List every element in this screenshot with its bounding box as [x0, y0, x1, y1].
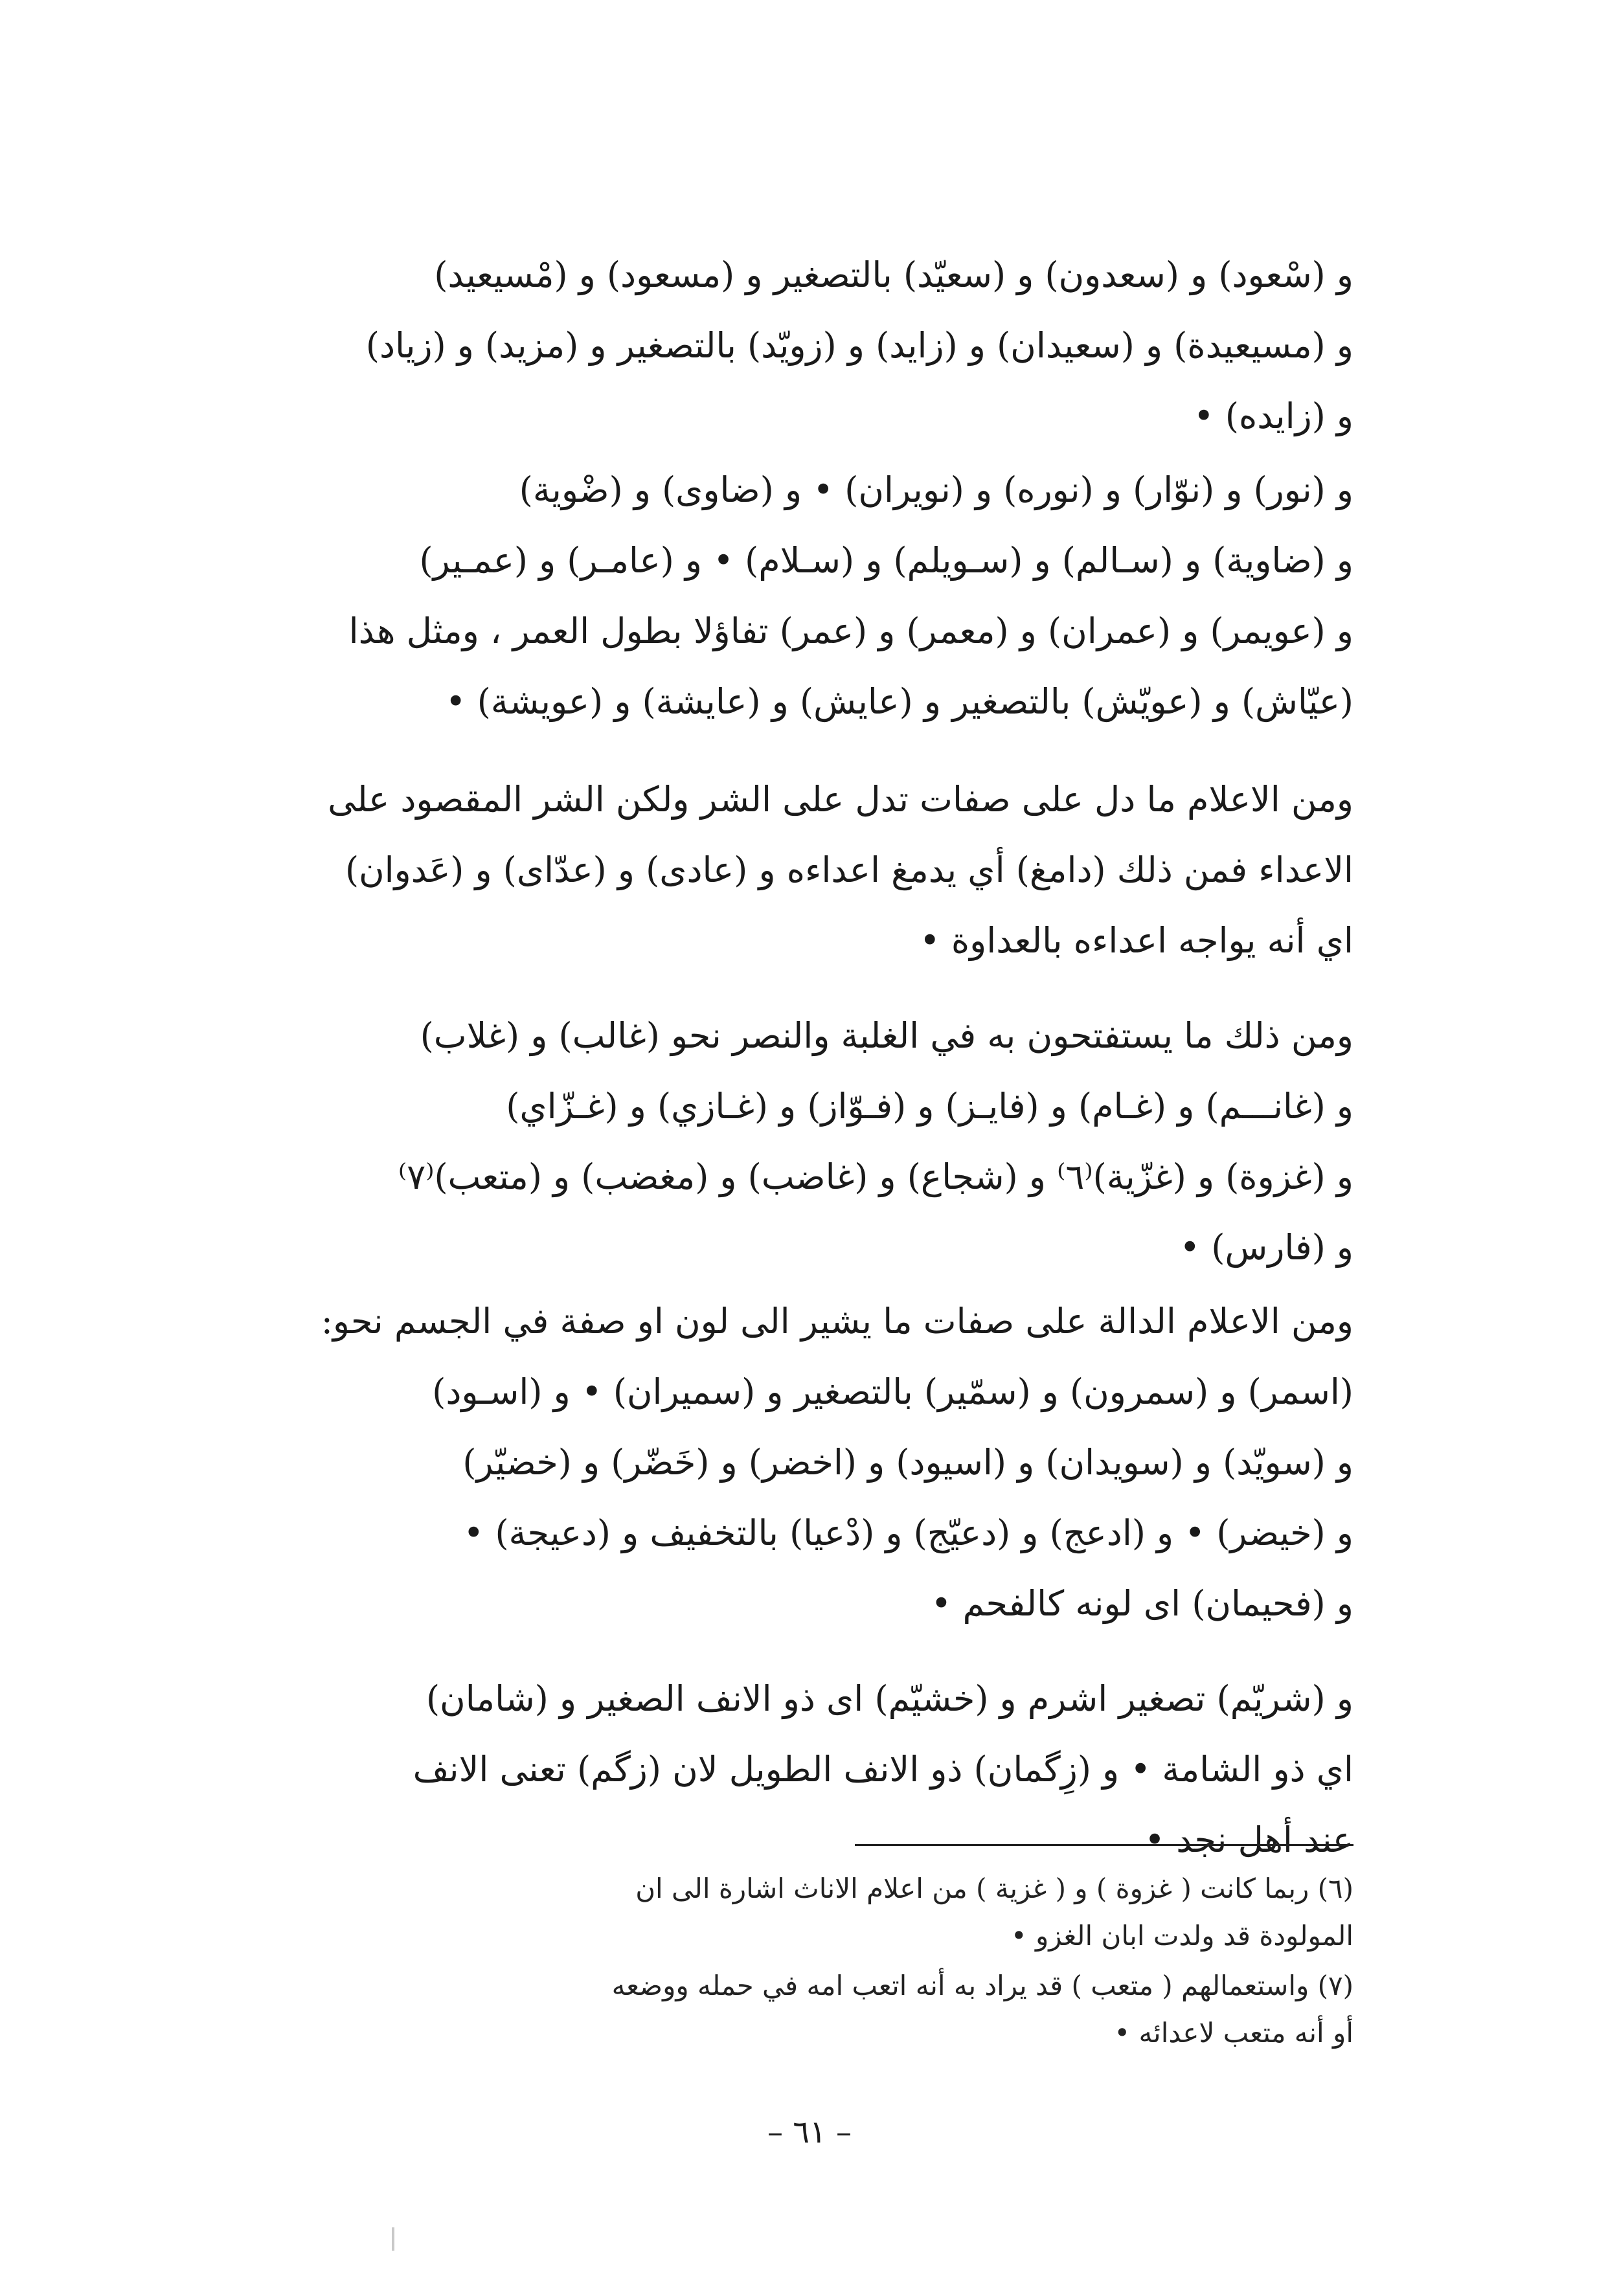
footnote-separator: [855, 1844, 1353, 1846]
paragraph-3: ومن الاعلام ما دل على صفات تدل على الشر ولكن الشر المقصود على الاعداء فمن ذلك (دامغ) أي يدمغ اعداءه و (عادى) و (عدّاى) و (عَدوان) اي أنه يواجه اعداءه بالعداوة •: [328, 779, 1353, 961]
footnotes: [275, 1865, 1353, 2056]
paragraph-4: ومن ذلك ما يستفتحون به في الغلبة والنصر نحو (غالب) و (غلاب) و (غانـــم) و (غـام) و (فايـز) و (فـوّاز) و (غـازي) و (غـزّاي) و (غزوة) و (غزّية)⁽٦⁾ و (شجاع) و (غاضب) و (مغضب) و (متعب)⁽٧⁾ و (فارس) •: [398, 1015, 1353, 1268]
scan-margin-mark: [392, 2227, 394, 2251]
main-text-body: [275, 240, 1353, 1875]
footnote-7: (٧) واستعمالهم ( متعب ) قد يراد به أنه اتعب امه في حمله ووضعه أو أنه متعب لاعدائه •: [611, 1970, 1353, 2049]
paragraph-2: و (نور) و (نوّار) و (نوره) و (نويران) • و (ضاوى) و (ضْوية) و (ضاوية) و (سـالم) و (سـويلم) و (سـلام) • و (عامـر) و (عمـير) و (عويمر) و (عمران) و (معمر) و (عمر) تفاؤلا بطول العمر ، ومثل هذا (عيّاش) و (عويّش) بالتصغير و (عايش) و (عايشة) و (عويشة) •: [348, 469, 1353, 722]
paragraph-5: ومن الاعلام الدالة على صفات ما يشير الى لون او صفة في الجسم نحو: (اسمر) و (سمرون) و (سمّير) بالتصغير و (سميران) • و (اسـود) و (سويّد) و (سويدان) و (اسيود) و (اخضر) و (خَضّر) و (خضيّر) و (خيضر) • و (ادعج) و (دعيّج) و (دْعيا) بالتخفيف و (دعيجة) • و (فحيمان) اى لونه كالفحم •: [321, 1301, 1353, 1624]
paragraph-1: و (سْعود) و (سعدون) و (سعيّد) بالتصغير و (مسعود) و (مْسيعيد) و (مسيعيدة) و (سعيدان) و (زايد) و (زويّد) بالتصغير و (مزيد) و (زياد) و (زايده) •: [365, 254, 1353, 436]
page-number: – ٦١ –: [767, 2114, 852, 2150]
footnote-6: (٦) ربما كانت ( غزوة ) و ( غزية ) من اعلام الاناث اشارة الى ان المولودة قد ولدت ابان الغزو •: [635, 1873, 1353, 1952]
paragraph-6: و (شريّم) تصغير اشرم و (خشيّم) اى ذو الانف الصغير و (شامان) اي ذو الشامة • و (زِگمان) ذو الانف الطويل لان (زگم) تعنى الانف عند أهل نجد •: [413, 1678, 1353, 1860]
